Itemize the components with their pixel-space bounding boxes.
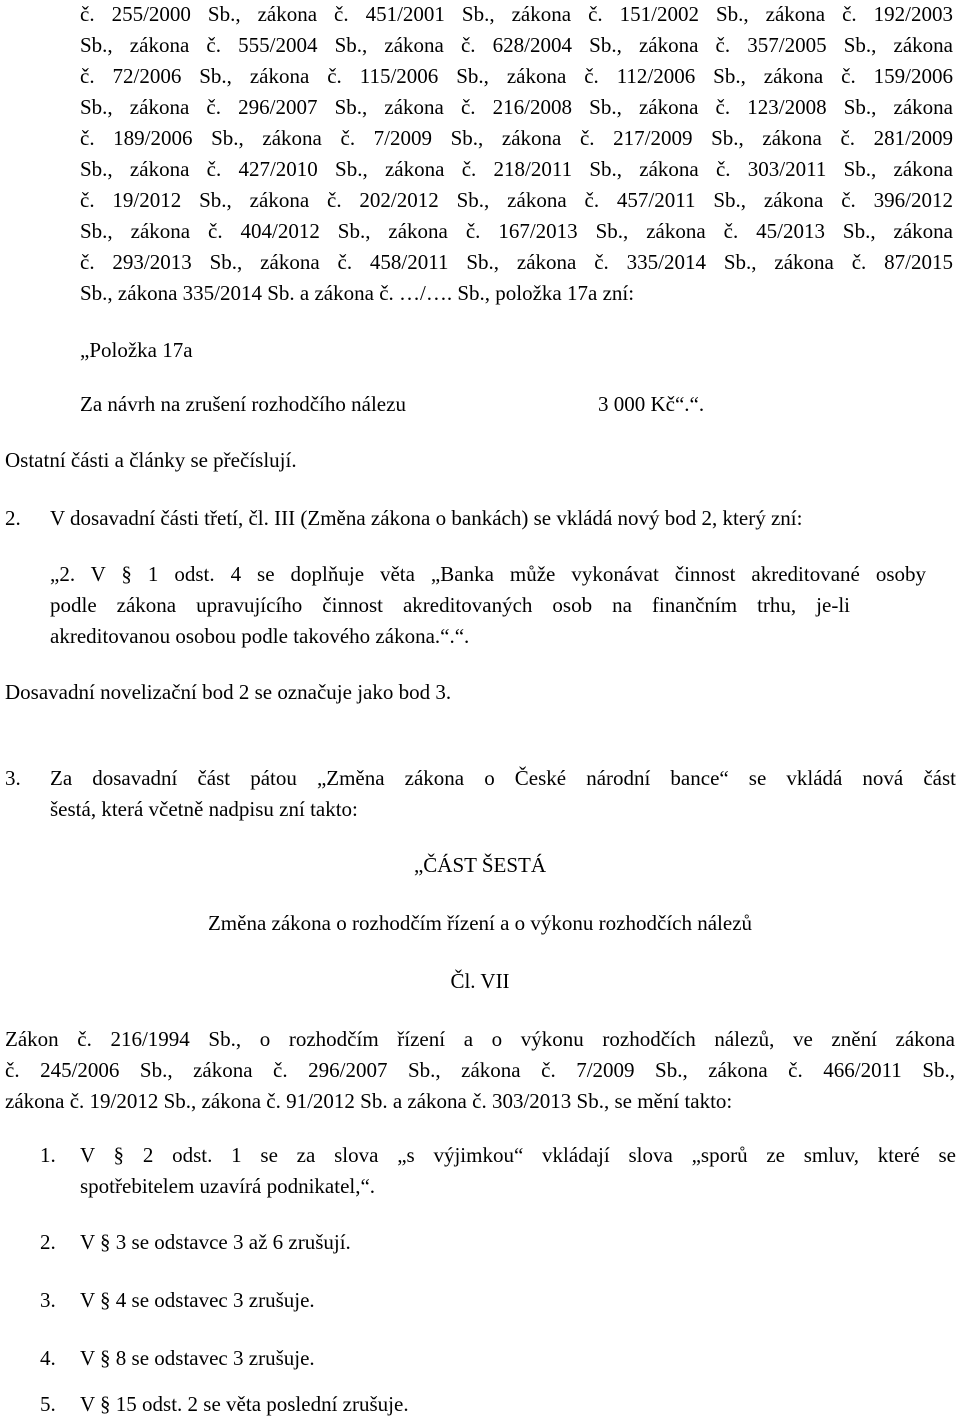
item-number: 5. [40, 1392, 56, 1416]
point-number: 2. [5, 506, 21, 530]
point-number: 3. [5, 766, 21, 790]
item-number: 4. [40, 1346, 56, 1370]
intro-line: č. 255/2000 Sb., zákona č. 451/2001 Sb., zákona č. 151/2002 Sb., zákona č. 192/2003 [80, 2, 953, 26]
intro-line: č. 293/2013 Sb., zákona č. 458/2011 Sb., zákona č. 335/2014 Sb., zákona č. 87/2015 [80, 250, 953, 274]
polozka-amount: 3 000 Kč“.“. [598, 392, 705, 416]
part-title: „ČÁST ŠESTÁ [413, 853, 547, 877]
intro-line: Sb., zákona č. 427/2010 Sb., zákona č. 218/2011 Sb., zákona č. 303/2011 Sb., zákona [80, 157, 953, 181]
item-text: V § 2 odst. 1 se za slova „s výjimkou“ vkládají slova „sporů ze smluv, které se [80, 1143, 956, 1167]
item-text: spotřebitelem uzavírá podnikatel,“. [80, 1174, 376, 1198]
intro-line: Sb., zákona č. 296/2007 Sb., zákona č. 216/2008 Sb., zákona č. 123/2008 Sb., zákona [80, 95, 953, 119]
intro-line: č. 72/2006 Sb., zákona č. 115/2006 Sb., zákona č. 112/2006 Sb., zákona č. 159/2006 [80, 64, 953, 88]
item-text: V § 3 se odstavce 3 až 6 zrušují. [80, 1230, 351, 1254]
item-number: 3. [40, 1288, 56, 1312]
item-number: 2. [40, 1230, 56, 1254]
intro-line: Sb., zákona 335/2014 Sb. a zákona č. …/…. Sb., položka 17a zní: [80, 281, 635, 305]
quote-line: „2. V § 1 odst. 4 se doplňuje věta „Banka může vykonávat činnost akreditované osoby [50, 562, 926, 586]
point-text: V dosavadní části třetí, čl. III (Změna zákona o bankách) se vkládá nový bod 2, který zní: [50, 506, 803, 530]
intro-line: č. 189/2006 Sb., zákona č. 7/2009 Sb., zákona č. 217/2009 Sb., zákona č. 281/2009 [80, 126, 953, 150]
intro-line: č. 19/2012 Sb., zákona č. 202/2012 Sb., zákona č. 457/2011 Sb., zákona č. 396/2012 [80, 188, 953, 212]
intro-line: Sb., zákona č. 555/2004 Sb., zákona č. 628/2004 Sb., zákona č. 357/2005 Sb., zákona [80, 33, 953, 57]
item-text: V § 4 se odstavec 3 zrušuje. [80, 1288, 315, 1312]
point-after-text: Dosavadní novelizační bod 2 se označuje jako bod 3. [5, 680, 452, 704]
item-number: 1. [40, 1143, 56, 1167]
point-text: Za dosavadní část pátou „Změna zákona o České národní bance“ se vkládá nová část [50, 766, 956, 790]
part-subtitle: Změna zákona o rozhodčím řízení a o výkonu rozhodčích nálezů [207, 911, 753, 935]
polozka-item: Za návrh na zrušení rozhodčího nálezu [80, 392, 406, 416]
item-text: V § 15 odst. 2 se věta poslední zrušuje. [80, 1392, 409, 1416]
item-text: V § 8 se odstavec 3 zrušuje. [80, 1346, 315, 1370]
polozka-heading: „Položka 17a [80, 338, 193, 362]
quote-line: akreditovanou osobou podle takového zákona.“.“. [50, 624, 470, 648]
point-text: šestá, která včetně nadpisu zní takto: [50, 797, 358, 821]
renumber-note: Ostatní části a články se přečíslují. [5, 448, 297, 472]
article-heading: Čl. VII [450, 969, 510, 993]
law-line: zákona č. 19/2012 Sb., zákona č. 91/2012 Sb. a zákona č. 303/2013 Sb., se mění takto: [5, 1089, 733, 1113]
intro-line: Sb., zákona č. 404/2012 Sb., zákona č. 167/2013 Sb., zákona č. 45/2013 Sb., zákona [80, 219, 953, 243]
quote-line: podle zákona upravujícího činnost akreditovaných osob na finančním trhu, je-li [50, 593, 850, 617]
law-line: č. 245/2006 Sb., zákona č. 296/2007 Sb., zákona č. 7/2009 Sb., zákona č. 466/2011 Sb., [5, 1058, 955, 1082]
law-line: Zákon č. 216/1994 Sb., o rozhodčím řízení a o výkonu rozhodčích nálezů, ve znění zákona [5, 1027, 955, 1051]
